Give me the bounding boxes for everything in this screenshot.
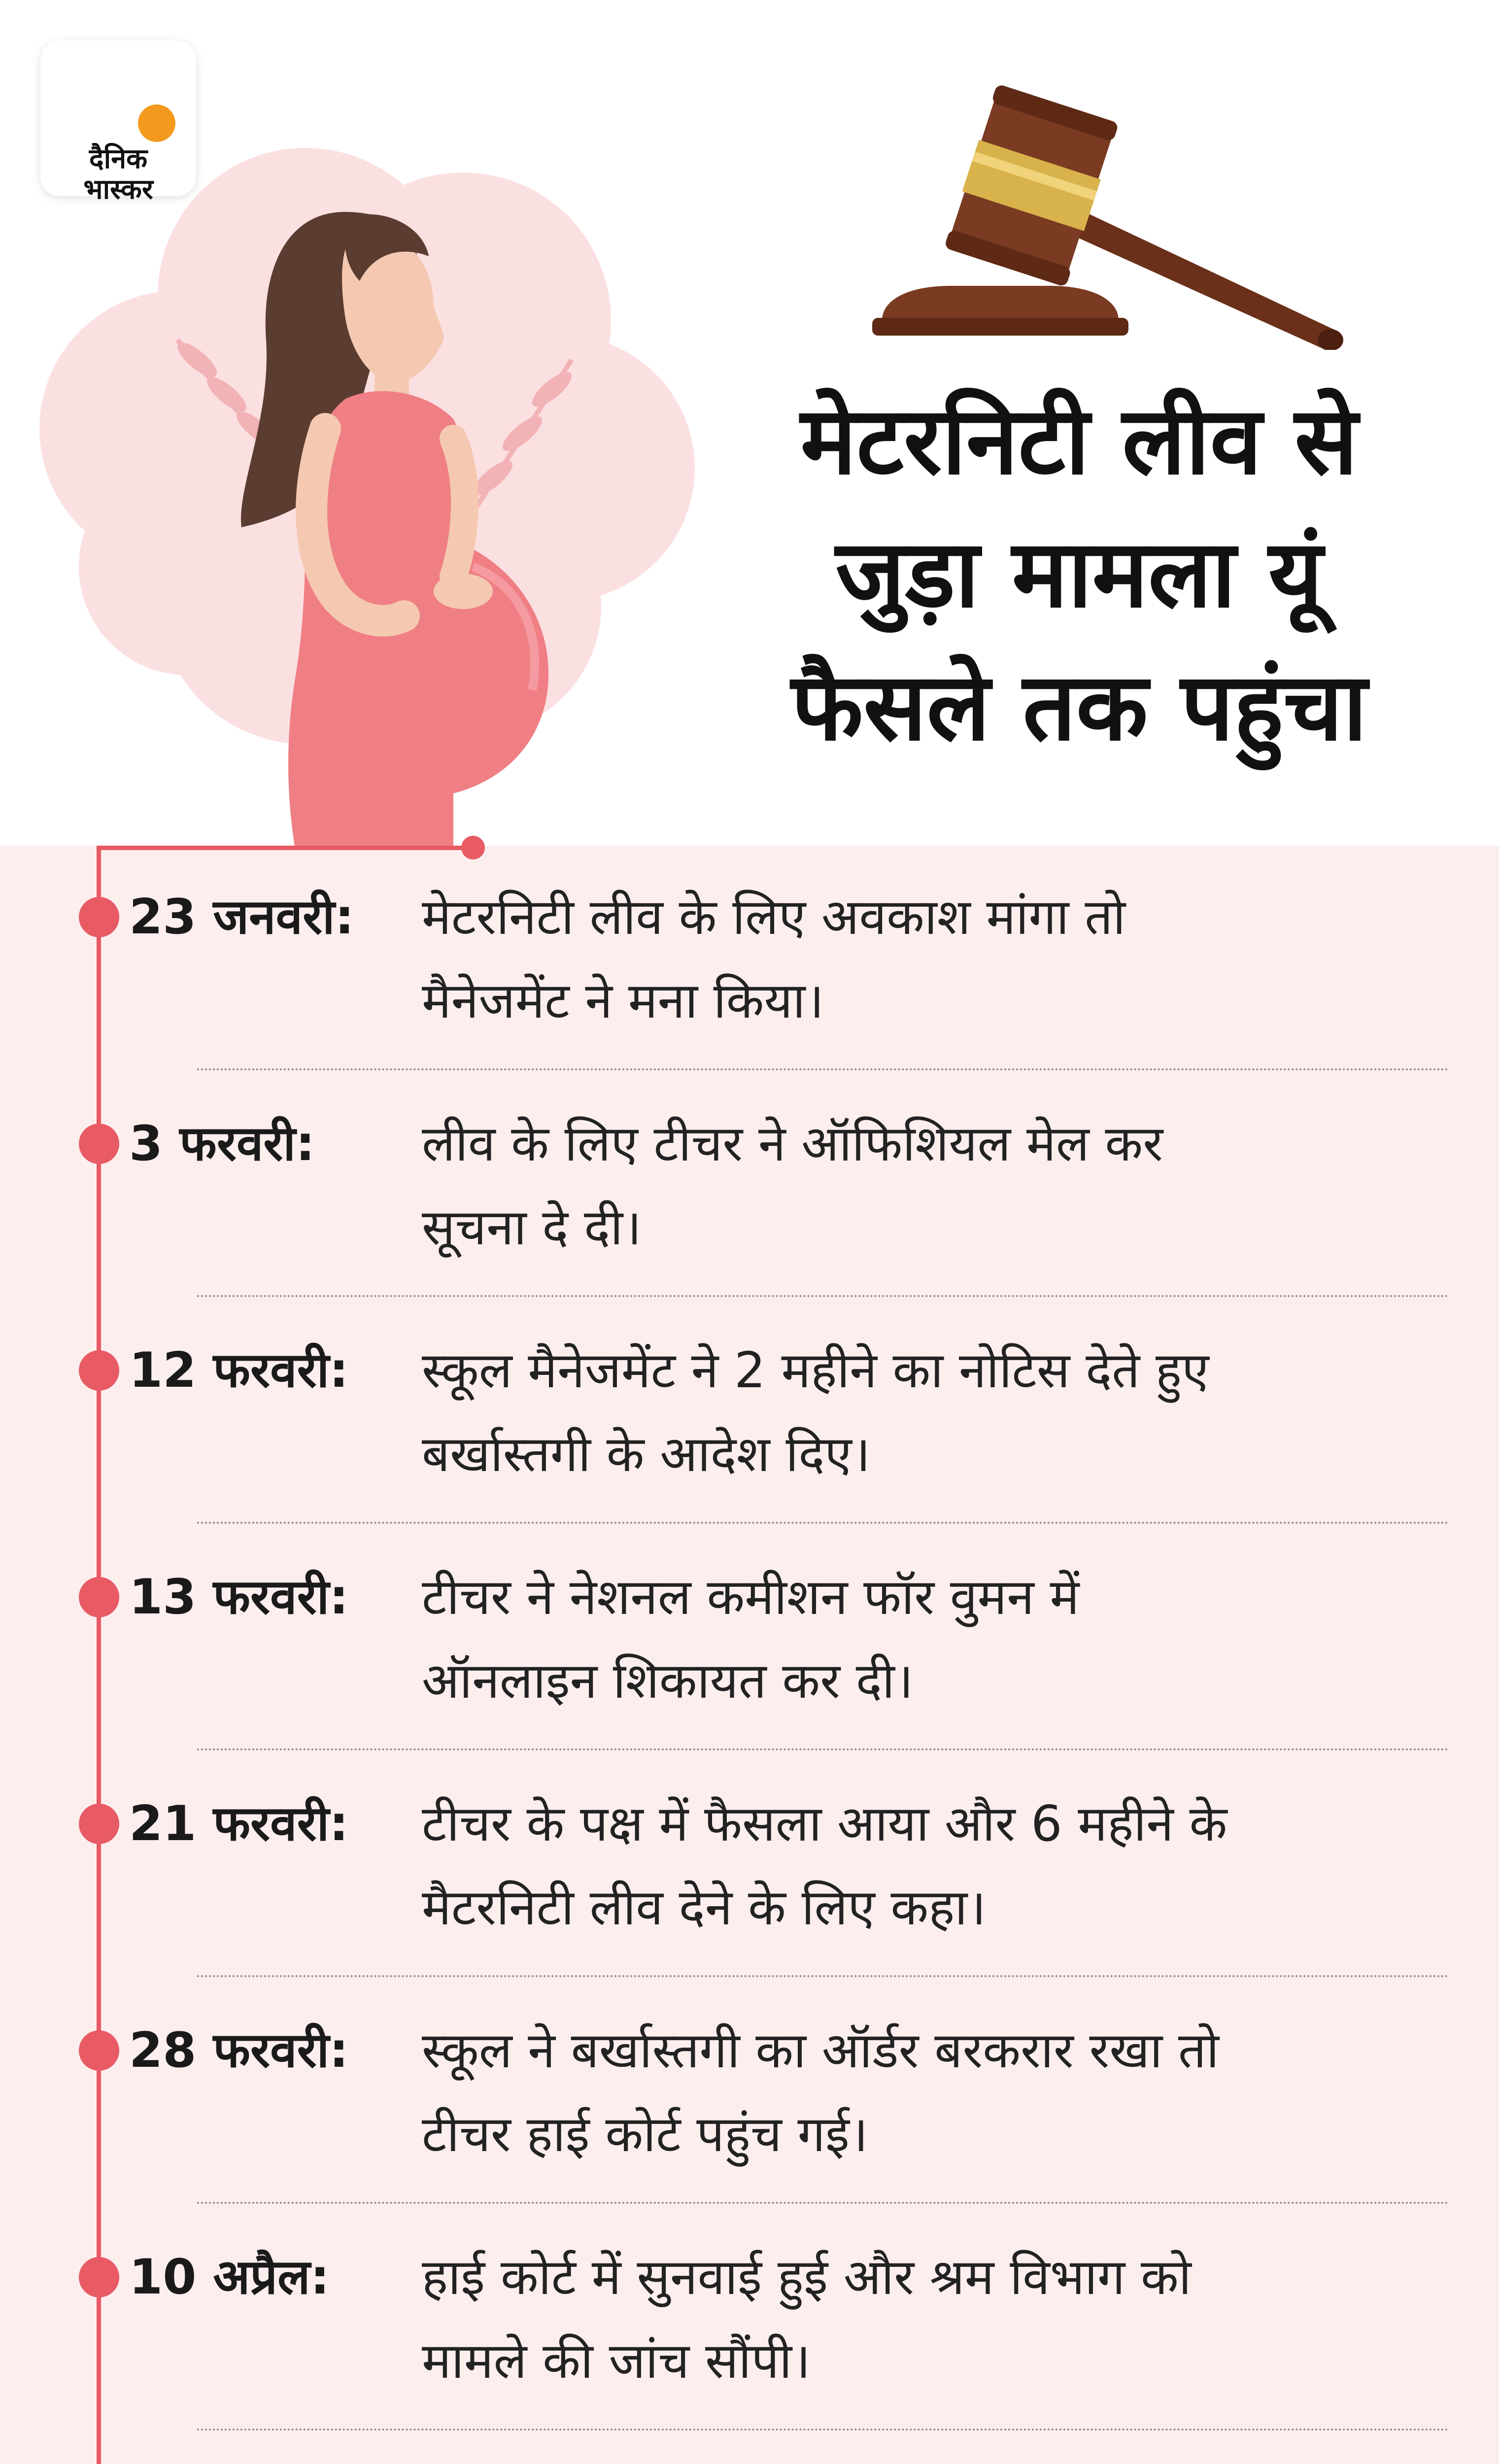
entry-date: 13 फरवरी: <box>129 1569 349 1625</box>
timeline-entry <box>0 2235 1499 2462</box>
entry-description <box>422 1102 1466 1269</box>
logo-line-2: भास्कर <box>83 173 153 205</box>
entry-line-1: स्कूल मैनेजमेंट ने 2 महीने का नोटिस देते हुए <box>422 1341 1209 1399</box>
timeline-dot <box>79 2257 119 2297</box>
title-line-2: जुड़ा मामला यूं <box>835 519 1323 628</box>
entry-line-1: स्कूल ने बर्खास्तगी का ऑर्डर बरकरार रखा तो <box>422 2021 1219 2079</box>
entry-line-2: बर्खास्तगी के आदेश दिए। <box>422 1425 871 1483</box>
header <box>0 0 1499 846</box>
gavel-icon <box>867 74 1360 350</box>
timeline-entry <box>0 1329 1499 1555</box>
separator <box>197 1748 1449 1750</box>
entry-line-2: टीचर हाई कोर्ट पहुंच गई। <box>422 2105 868 2163</box>
timeline-dot <box>79 1124 119 1164</box>
entry-date: 3 फरवरी: <box>129 1116 315 1172</box>
entry-date: 10 अप्रैल: <box>129 2249 330 2305</box>
entry-date: 12 फरवरी: <box>129 1342 349 1399</box>
entry-line-2: मैनेजमेंट ने मना किया। <box>422 972 824 1029</box>
entry-line-1 <box>422 2462 1466 2464</box>
title-line-3: फैसले तक पहुंचा <box>791 652 1367 761</box>
timeline <box>0 846 1499 2464</box>
separator <box>197 1522 1449 1524</box>
title-line-1: मेटरनिटी लीव से <box>800 386 1358 495</box>
entry-line-1: टीचर के पक्ष में फैसला आया और 6 महीने के <box>422 1795 1227 1852</box>
timeline-entry <box>0 2462 1499 2464</box>
timeline-entry <box>0 1782 1499 2009</box>
separator <box>197 2429 1449 2430</box>
timeline-entry <box>0 1555 1499 1782</box>
timeline-dot <box>79 1577 119 1617</box>
entry-description <box>422 1329 1466 1496</box>
timeline-top-connector <box>97 846 471 850</box>
entry-line-1: मेटरनिटी लीव के लिए अवकाश मांगा तो <box>422 888 1126 946</box>
timeline-dot <box>79 1350 119 1391</box>
entry-description <box>422 1555 1466 1723</box>
entry-line-2: मैटरनिटी लीव देने के लिए कहा। <box>422 1879 987 1936</box>
timeline-entry <box>0 2009 1499 2235</box>
entry-description <box>422 875 1466 1043</box>
entry-date: 23 जनवरी: <box>129 889 354 945</box>
entry-description <box>422 2235 1466 2403</box>
timeline-dot <box>79 897 119 937</box>
logo-line-1: दैनिक <box>89 143 148 175</box>
entry-date <box>129 2462 309 2464</box>
timeline-entry <box>0 1102 1499 1329</box>
entry-date: 21 फरवरी: <box>129 1796 349 1852</box>
logo-sun-icon <box>138 104 175 142</box>
entry-line-2: सूचना दे दी। <box>422 1198 642 1256</box>
timeline-entry <box>0 875 1499 1102</box>
entry-description <box>422 2462 1466 2464</box>
separator <box>197 1068 1449 1070</box>
separator <box>197 2202 1449 2204</box>
entry-line-1: लीव के लिए टीचर ने ऑफिशियल मेल कर <box>422 1115 1163 1172</box>
timeline-dot <box>79 1804 119 1844</box>
entry-description <box>422 1782 1466 1950</box>
separator <box>197 1295 1449 1297</box>
entry-description <box>422 2009 1466 2176</box>
page-title <box>729 375 1429 774</box>
entry-line-2: ऑनलाइन शिकायत कर दी। <box>422 1652 914 1710</box>
entry-line-1: हाई कोर्ट में सुनवाई हुई और श्रम विभाग को <box>422 2248 1192 2306</box>
entry-line-2: मामले की जांच सौंपी। <box>422 2332 811 2390</box>
separator <box>197 1975 1449 1977</box>
logo-text <box>40 144 196 205</box>
entry-date: 28 फरवरी: <box>129 2022 349 2079</box>
timeline-dot <box>79 2030 119 2071</box>
entry-line-1: टीचर ने नेशनल कमीशन फॉर वुमन में <box>422 1568 1080 1626</box>
timeline-top-dot <box>461 836 485 859</box>
dainik-bhaskar-logo <box>40 40 196 205</box>
